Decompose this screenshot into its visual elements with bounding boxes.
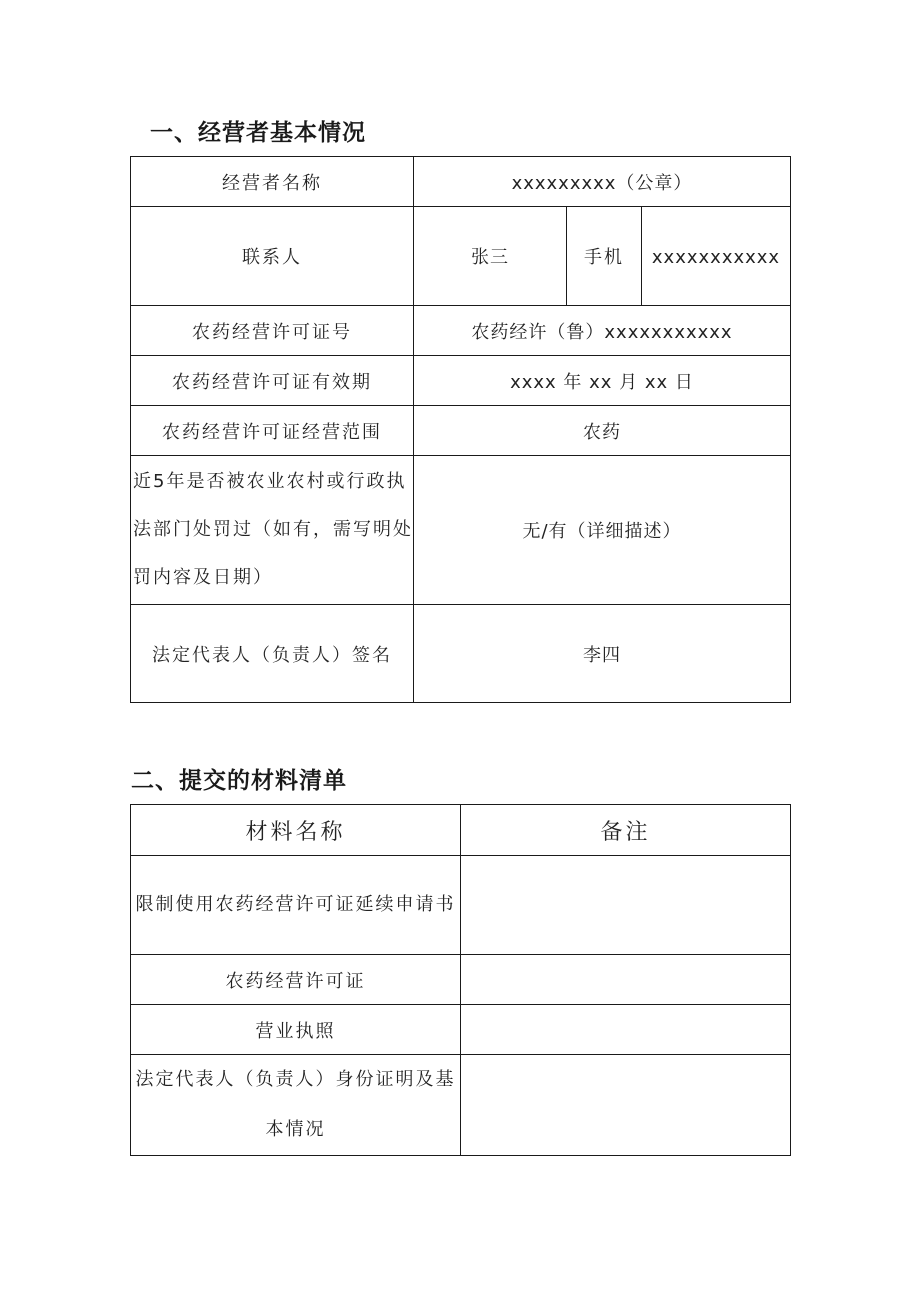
table-header-row <box>131 805 791 856</box>
operator-name-value: xxxxxxxxx（公章） <box>414 157 791 207</box>
scope-value: 农药 <box>414 406 791 456</box>
operator-info-table <box>130 156 791 703</box>
contact-label: 联系人 <box>131 207 414 306</box>
table-row <box>131 306 791 356</box>
table-row <box>131 955 791 1005</box>
legal-rep-value: 李四 <box>414 605 791 703</box>
table-row <box>131 406 791 456</box>
material-note <box>461 955 791 1005</box>
col-note: 备注 <box>461 805 791 856</box>
material-name: 限制使用农药经营许可证延续申请书 <box>131 856 461 955</box>
table-row <box>131 207 791 306</box>
table-row <box>131 356 791 406</box>
material-note <box>461 1055 791 1156</box>
table-row <box>131 1055 791 1156</box>
table-row <box>131 856 791 955</box>
phone-label: 手机 <box>567 207 642 306</box>
legal-rep-label: 法定代表人（负责人）签名 <box>131 605 414 703</box>
table-row <box>131 157 791 207</box>
material-name: 营业执照 <box>131 1005 461 1055</box>
table-row <box>131 1005 791 1055</box>
penalty-label: 近5年是否被农业农村或行政执法部门处罚过（如有，需写明处罚内容及日期） <box>131 456 414 605</box>
table-row <box>131 605 791 703</box>
material-note <box>461 1005 791 1055</box>
license-no-label: 农药经营许可证号 <box>131 306 414 356</box>
scope-label: 农药经营许可证经营范围 <box>131 406 414 456</box>
materials-table <box>130 804 791 1156</box>
material-name: 法定代表人（负责人）身份证明及基本情况 <box>131 1055 461 1156</box>
contact-value: 张三 <box>414 207 567 306</box>
material-name: 农药经营许可证 <box>131 955 461 1005</box>
validity-value: xxxx 年 xx 月 xx 日 <box>414 356 791 406</box>
penalty-value: 无/有（详细描述） <box>414 456 791 605</box>
phone-value: xxxxxxxxxxx <box>642 207 791 306</box>
col-material-name: 材料名称 <box>131 805 461 856</box>
validity-label: 农药经营许可证有效期 <box>131 356 414 406</box>
section1-heading: 一、经营者基本情况 <box>150 120 366 146</box>
operator-name-label: 经营者名称 <box>131 157 414 207</box>
section2-heading: 二、提交的材料清单 <box>131 768 347 794</box>
table-row <box>131 456 791 605</box>
material-note <box>461 856 791 955</box>
license-no-value: 农药经许（鲁）xxxxxxxxxxx <box>414 306 791 356</box>
